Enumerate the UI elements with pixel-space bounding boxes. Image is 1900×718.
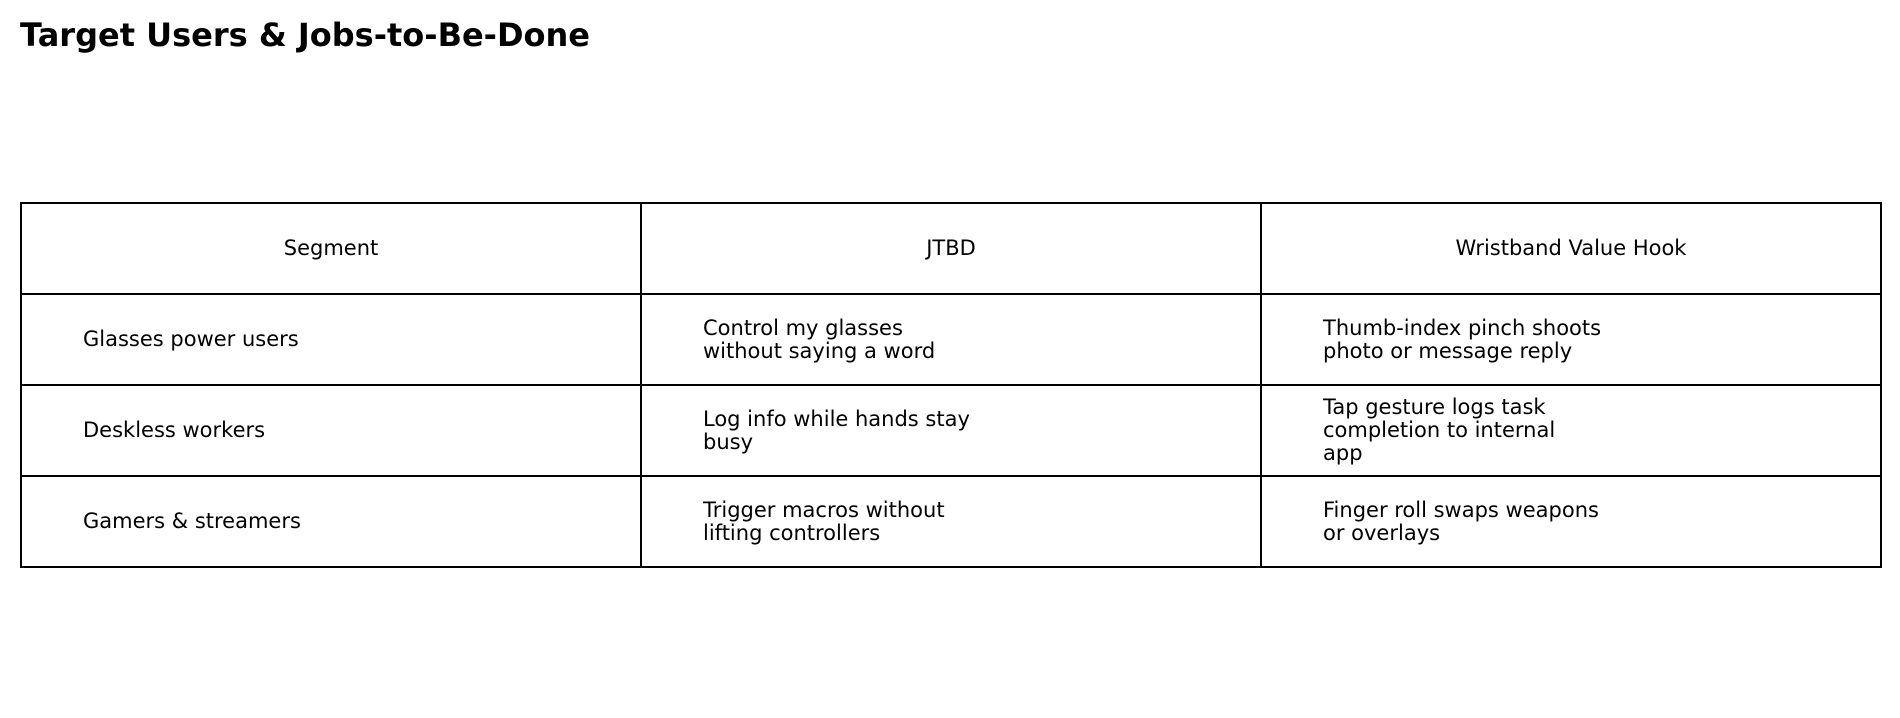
jtbd-cell [641,385,1261,476]
jtbd-table-container [20,202,1880,568]
table-row [21,476,1881,567]
table-row [21,385,1881,476]
jtbd-text: Trigger macros without lifting controllers [703,497,945,545]
segment-text: Gamers & streamers [83,509,301,533]
segment-cell [21,476,641,567]
jtbd-cell [641,476,1261,567]
value-hook-text: Finger roll swaps weapons or overlays [1323,497,1599,545]
table-row [21,294,1881,385]
page-title: Target Users & Jobs-to-Be-Done [20,16,590,54]
column-header-value-hook: Wristband Value Hook [1261,203,1881,294]
jtbd-table [20,202,1882,568]
segment-text: Glasses power users [83,327,299,351]
segment-cell [21,385,641,476]
value-hook-text: Tap gesture logs task completion to internal app [1323,395,1556,465]
jtbd-text: Log info while hands stay busy [703,406,970,454]
column-header-segment: Segment [21,203,641,294]
value-hook-text: Thumb-index pinch shoots photo or message reply [1323,315,1602,363]
value-hook-cell [1261,294,1881,385]
jtbd-text: Control my glasses without saying a word [703,315,936,363]
value-hook-cell [1261,385,1881,476]
segment-cell [21,294,641,385]
segment-text: Deskless workers [83,418,266,442]
column-header-jtbd: JTBD [641,203,1261,294]
table-header-row [21,203,1881,294]
jtbd-cell [641,294,1261,385]
value-hook-cell [1261,476,1881,567]
